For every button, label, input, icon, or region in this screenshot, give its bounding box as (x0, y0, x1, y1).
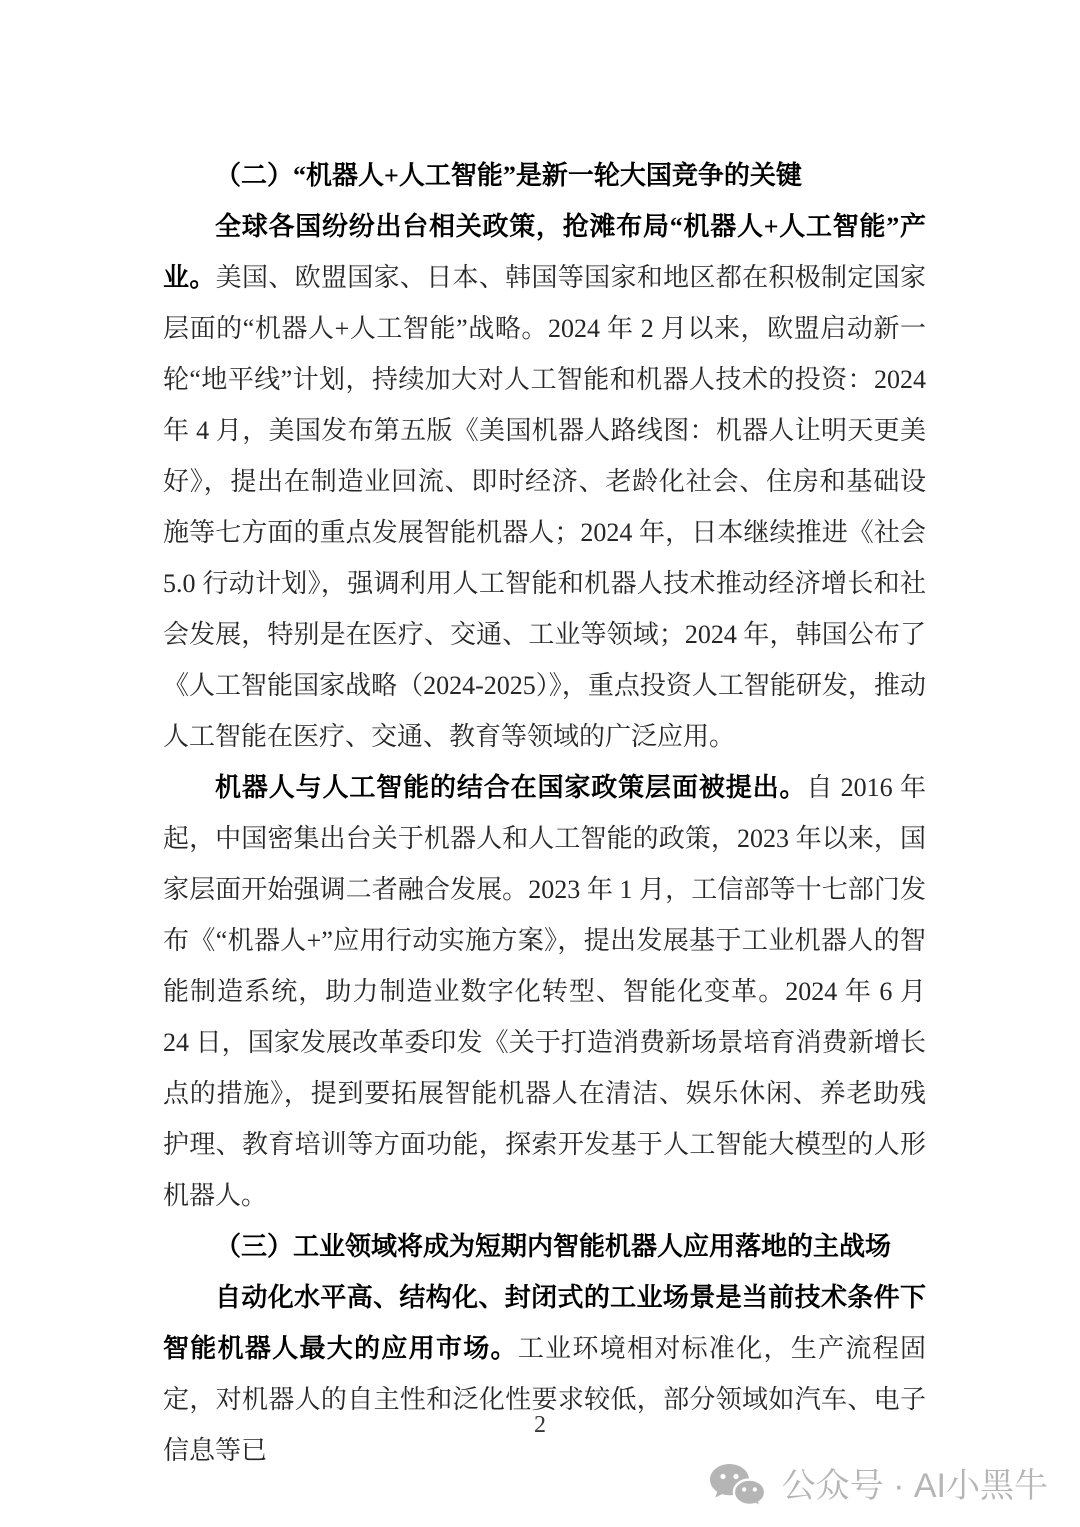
paragraph-lead-text: 全球各国纷纷出台相关政策，抢滩布局“机器人+人工智能”产业。 (163, 212, 926, 292)
paragraph-lead-text: 机器人与人工智能的结合在国家政策层面被提出。 (215, 773, 807, 802)
paragraph-body-text: 自 2016 年起，中国密集出台关于机器人和人工智能的政策，2023 年以来，国家层面开始强调二者融合发展。2023 年 1 月，工信部等十七部门发布《“机器人+”应用行动实施方案》，提出发展基于工业机器人的智能制造系统，助力制造业数字化转型、智能化变革。2024 年 6 月 24 日，国家发展改革委印发《关于打造消费新场景培育消费新增长点的措施》，提到要拓展智能机器人在清洁、娱乐休闲、养老助残护理、教育培训等方面功能，探索开发基于人工智能大模型的人形机器人。 (163, 773, 926, 1210)
paragraph-china-policies (163, 762, 926, 1221)
heading-section-2: （二）“机器人+人工智能”是新一轮大国竞争的关键 (215, 161, 802, 190)
watermark (708, 1462, 1048, 1510)
paragraph-lead-text: 自动化水平高、结构化、封闭式的工业场景是当前技术条件下智能机器人最大的应用市场。 (163, 1283, 926, 1363)
wechat-icon (708, 1462, 766, 1510)
paragraph-global-policies (163, 201, 926, 762)
document-content (163, 150, 926, 1476)
heading-section-3: （三）工业领域将成为短期内智能机器人应用落地的主战场 (215, 1232, 892, 1261)
paragraph-industry-scenarios (163, 1272, 926, 1476)
watermark-text: 公众号 · AI小黑牛 (781, 1467, 1048, 1505)
paragraph-body-text: 美国、欧盟国家、日本、韩国等国家和地区都在积极制定国家层面的“机器人+人工智能”战略。2024 年 2 月以来，欧盟启动新一轮“地平线”计划，持续加大对人工智能和机器人技术的投资：2024 年 4 月，美国发布第五版《美国机器人路线图：机器人让明天更美好》，提出在制造业回流、即时经济、老龄化社会、住房和基础设施等七方面的重点发展智能机器人；2024 年，日本继续推进《社会 5.0 行动计划》，强调利用人工智能和机器人技术推动经济增长和社会发展，特别是在医疗、交通、工业等领域；2024 年，韩国公布了《人工智能国家战略（2024-2025）》，重点投资人工智能研发，推动人工智能在医疗、交通、教育等领域的广泛应用。 (163, 263, 926, 751)
page-number: 2 (534, 1412, 546, 1438)
paragraph-body-text: 工业环境相对标准化，生产流程固定，对机器人的自主性和泛化性要求较低，部分领域如汽车、电子信息等已 (163, 1334, 926, 1465)
